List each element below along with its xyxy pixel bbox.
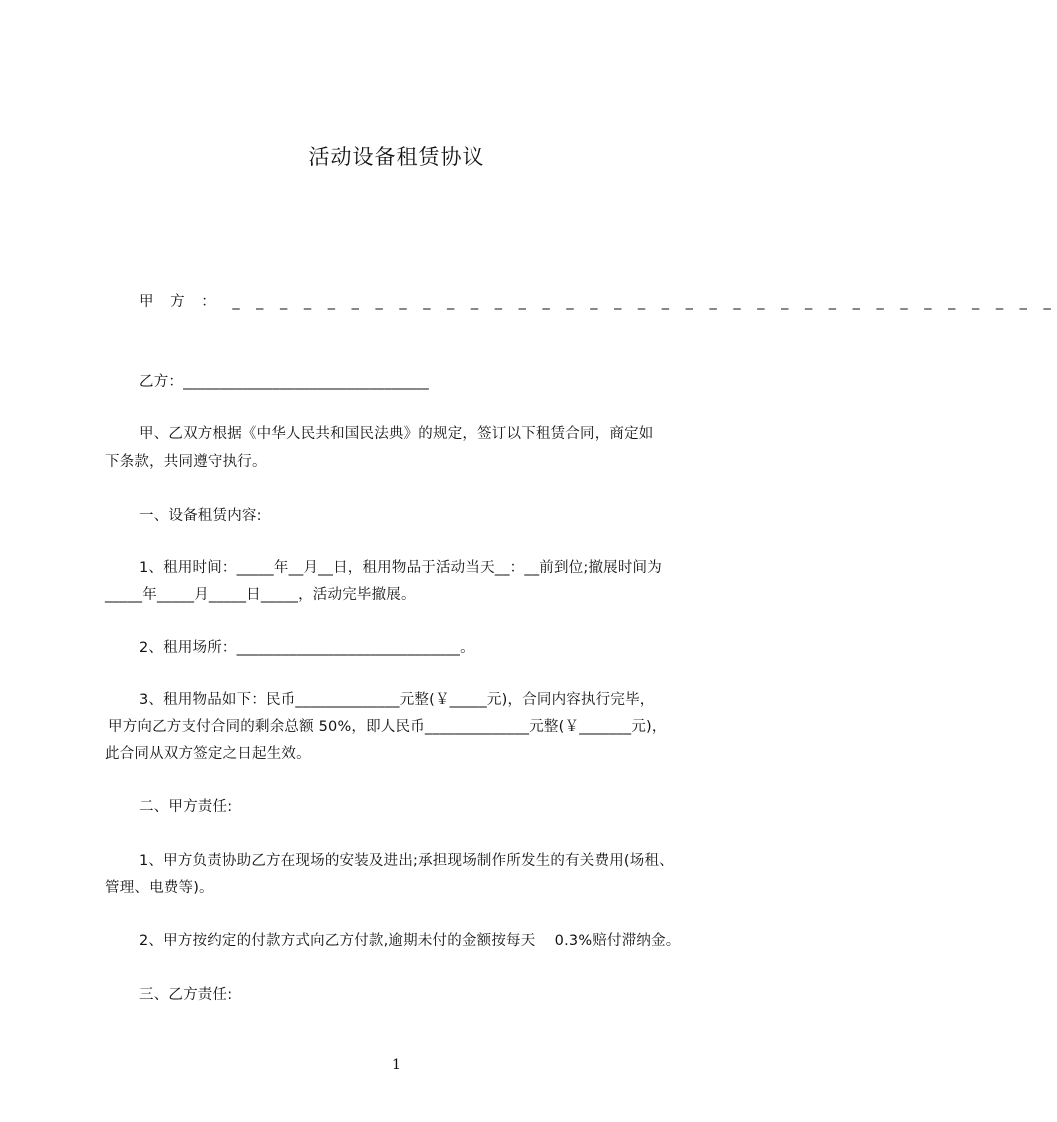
- page-number: 1: [392, 1057, 401, 1073]
- clause-1-3-line-2: 甲方向乙方支付合同的剩余总额 50%，即人民币______________元整(￥_______元)，: [108, 719, 667, 735]
- document-title: 活动设备租赁协议: [308, 145, 485, 169]
- intro-paragraph-line-2: 下条款，共同遵守执行。: [105, 454, 267, 470]
- clause-1-1-line-2: _____年_____月_____日_____，活动完毕撤展。: [105, 587, 416, 603]
- clause-1-2: 2、租用场所：______________________________。: [139, 640, 475, 656]
- section-2-heading: 二、甲方责任:: [139, 799, 233, 815]
- clause-2-1-line-2: 管理、电费等)。: [105, 880, 214, 896]
- clause-2-1-line-1: 1、甲方负责协助乙方在现场的安装及进出;承担现场制作所发生的有关费用(场租、: [139, 853, 674, 869]
- section-3-heading: 三、乙方责任:: [139, 987, 233, 1003]
- clause-1-1-line-1: 1、租用时间：_____年__月__日，租用物品于活动当天__：__前到位;撤展时间为: [139, 560, 662, 576]
- clause-2-2: 2、甲方按约定的付款方式向乙方付款,逾期未付的金额按每天 0.3%赔付滞纳金。: [139, 933, 681, 949]
- clause-1-3-line-3: 此合同从双方签定之日起生效。: [105, 746, 311, 762]
- clause-1-3-line-1: 3、租用物品如下：民币______________元整(￥_____元)，合同内容执行完毕，: [139, 692, 655, 708]
- section-1-heading: 一、设备租赁内容:: [139, 508, 262, 524]
- party-b-field: 乙方：_________________________________: [139, 374, 429, 390]
- party-a-field: 甲 方 ： _ _ _ _ _ _ _ _ _ _ _ _ _ _ _ _ _ _ _ _ _ _ _ _ _ _ _ _ _ _ _ _ _ _ _: [139, 294, 1057, 310]
- intro-paragraph-line-1: 甲、乙双方根据《中华人民共和国民法典》的规定，签订以下租赁合同，商定如: [139, 426, 654, 442]
